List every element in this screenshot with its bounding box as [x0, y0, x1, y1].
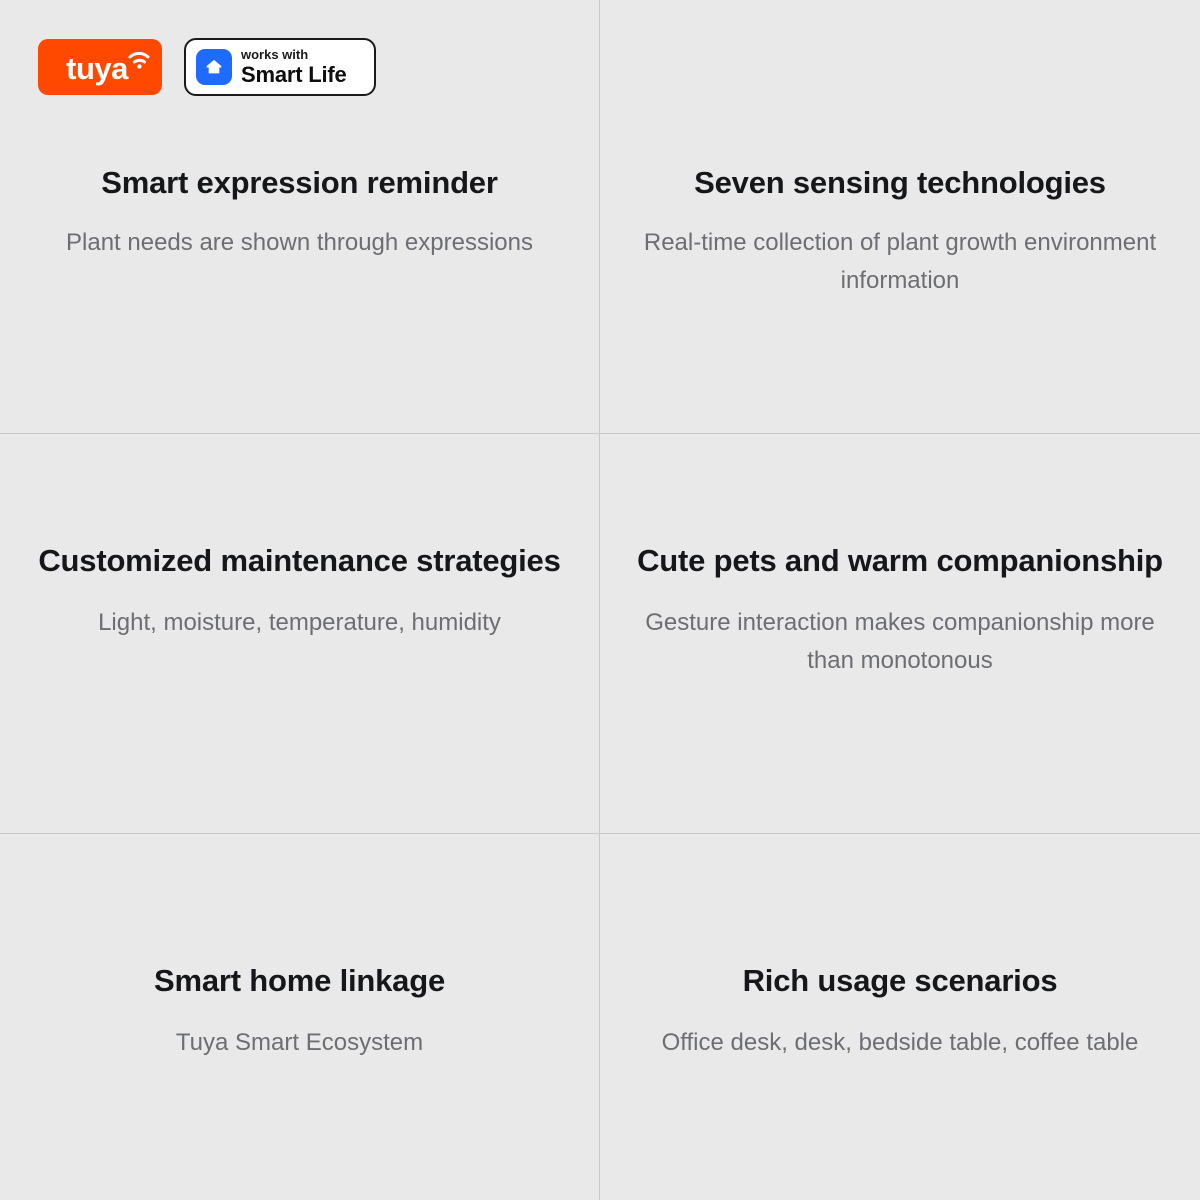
feature-title: Cute pets and warm companionship	[637, 543, 1163, 578]
wifi-signal-icon	[128, 49, 150, 69]
feature-description: Office desk, desk, bedside table, coffee table	[661, 1028, 1139, 1056]
works-with-label: works with	[241, 47, 309, 62]
tuya-logo	[38, 39, 162, 95]
feature-card-seven-sensing-technologies	[600, 0, 1200, 434]
feature-card-smart-home-linkage	[0, 834, 600, 1200]
home-app-icon	[196, 49, 232, 85]
brand-logo-bar	[38, 38, 376, 96]
feature-description: Real-time collection of plant growth environment information	[643, 228, 1157, 295]
tuya-wordmark: tuya	[66, 50, 128, 86]
feature-title: Customized maintenance strategies	[38, 543, 561, 578]
feature-description: Light, moisture, temperature, humidity	[98, 608, 501, 636]
feature-card-rich-usage-scenarios	[600, 834, 1200, 1200]
feature-title: Rich usage scenarios	[742, 963, 1058, 998]
feature-description: Plant needs are shown through expressions	[66, 228, 533, 256]
feature-title: Seven sensing technologies	[694, 165, 1106, 200]
smart-life-text	[241, 48, 347, 86]
works-with-smart-life-badge	[184, 38, 376, 96]
feature-card-customized-maintenance-strategies	[0, 434, 600, 834]
smart-life-label: Smart Life	[241, 62, 347, 87]
feature-card-cute-pets-and-warm-companionship	[600, 434, 1200, 834]
feature-title: Smart home linkage	[154, 963, 445, 998]
feature-description: Gesture interaction makes companionship more than monotonous	[645, 608, 1155, 675]
feature-description: Tuya Smart Ecosystem	[175, 1028, 424, 1056]
feature-title: Smart expression reminder	[101, 165, 498, 200]
